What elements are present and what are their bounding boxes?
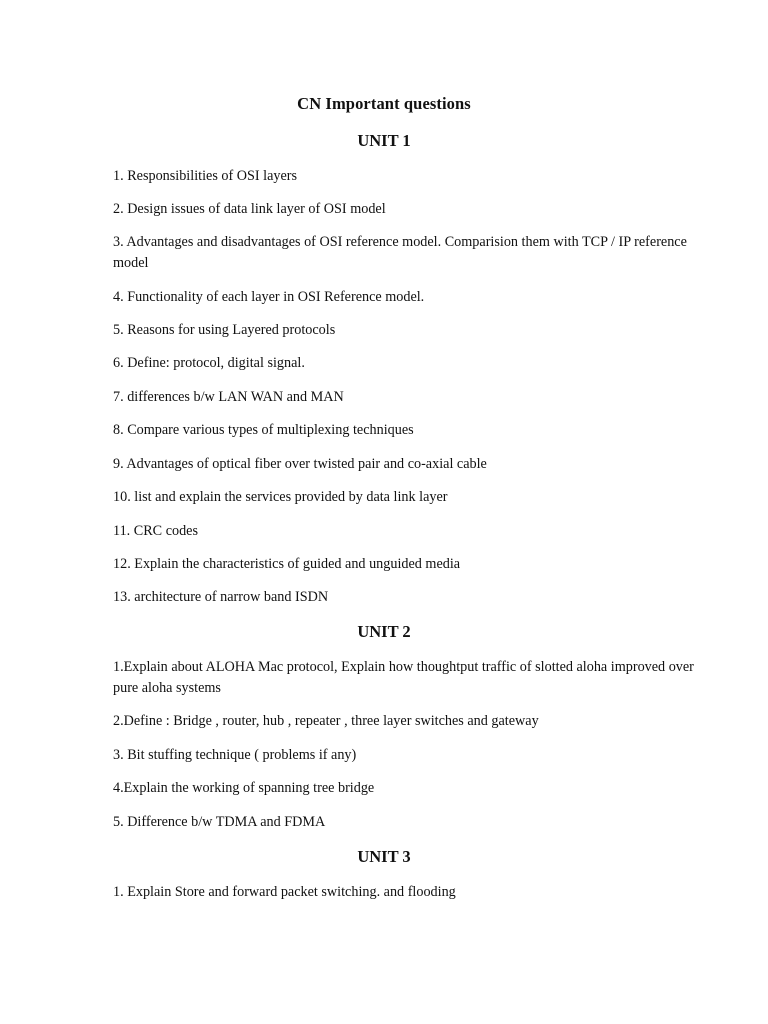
- unit-1-question-6: 6. Define: protocol, digital signal.: [113, 355, 305, 371]
- unit-3-heading: UNIT 3: [357, 847, 411, 866]
- unit-2-question-2: 2.Define : Bridge , router, hub , repeater , three layer switches and gateway: [113, 713, 539, 729]
- unit-1-question-4: 4. Functionality of each layer in OSI Reference model.: [113, 289, 425, 305]
- unit-1-question-1: 1. Responsibilities of OSI layers: [113, 168, 298, 184]
- page-title: CN Important questions: [297, 94, 471, 113]
- unit-1-question-3: 3. Advantages and disadvantages of OSI reference model. Comparision them with TCP / IP reference model: [113, 234, 687, 271]
- unit-2-question-3: 3. Bit stuffing technique ( problems if any): [113, 747, 357, 763]
- unit-2-question-1: 1.Explain about ALOHA Mac protocol, Explain how thoughtput traffic of slotted aloha improved over pure aloha systems: [113, 659, 694, 696]
- unit-1-question-13: 13. architecture of narrow band ISDN: [113, 589, 329, 605]
- unit-1-question-9: 9. Advantages of optical fiber over twisted pair and co-axial cable: [113, 456, 487, 472]
- unit-1-question-7: 7. differences b/w LAN WAN and MAN: [113, 389, 344, 405]
- unit-1-question-12: 12. Explain the characteristics of guided and unguided media: [113, 556, 461, 572]
- unit-1-question-2: 2. Design issues of data link layer of OSI model: [113, 201, 386, 217]
- unit-2-heading: UNIT 2: [357, 622, 411, 641]
- unit-1-question-8: 8. Compare various types of multiplexing techniques: [113, 422, 414, 438]
- unit-3-question-1: 1. Explain Store and forward packet switching. and flooding: [113, 884, 456, 900]
- unit-1-question-5: 5. Reasons for using Layered protocols: [113, 322, 336, 338]
- unit-2-question-4: 4.Explain the working of spanning tree bridge: [113, 780, 375, 796]
- unit-1-question-11: 11. CRC codes: [113, 523, 198, 539]
- unit-2-question-5: 5. Difference b/w TDMA and FDMA: [113, 814, 326, 830]
- unit-1-question-10: 10. list and explain the services provided by data link layer: [113, 489, 448, 505]
- unit-1-heading: UNIT 1: [357, 131, 411, 150]
